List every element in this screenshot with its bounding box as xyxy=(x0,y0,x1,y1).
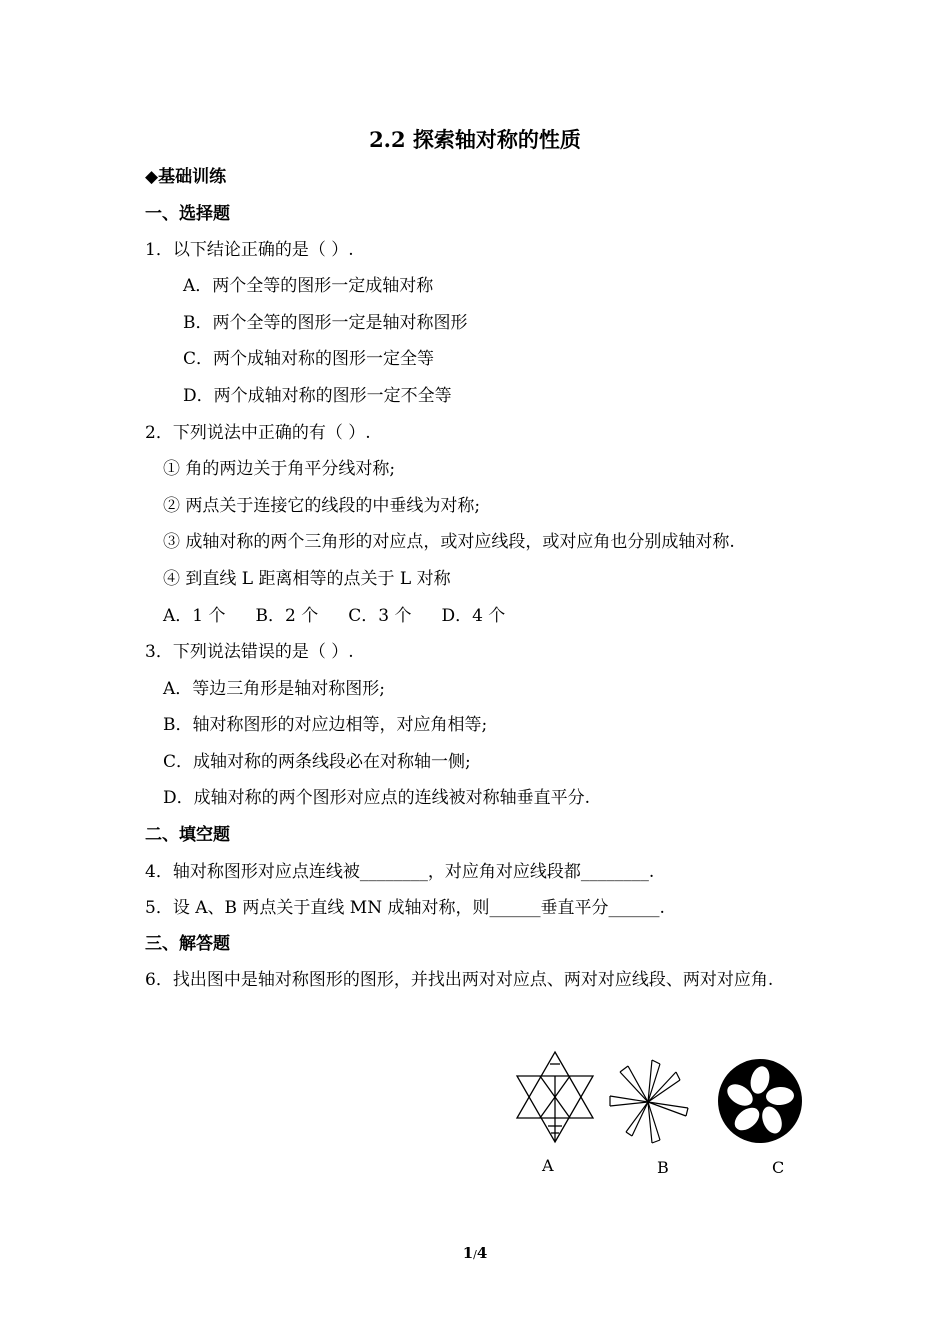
question-1-option-d: D．两个成轴对称的图形一定不全等 xyxy=(183,386,452,406)
figure-c-bauhinia xyxy=(718,1059,802,1143)
page-footer xyxy=(0,1244,950,1262)
section-answer: 三、解答题 xyxy=(145,934,230,954)
section-fill-in: 二、填空题 xyxy=(145,825,230,845)
question-2-option-a: A．1 个 xyxy=(163,606,226,626)
question-3-option-d: D．成轴对称的两个图形对应点的连线被对称轴垂直平分. xyxy=(163,788,591,808)
question-5: 5．设 A、B 两点关于直线 MN 成轴对称，则______垂直平分______. xyxy=(145,898,665,918)
question-2-item-1: ① 角的两边关于角平分线对称; xyxy=(163,459,396,479)
question-1-option-c: C．两个成轴对称的图形一定全等 xyxy=(183,349,435,369)
question-2-item-2: ② 两点关于连接它的线段的中垂线为对称; xyxy=(163,496,481,516)
page-total: 4 xyxy=(476,1244,488,1262)
question-3-option-a: A．等边三角形是轴对称图形; xyxy=(163,679,386,699)
question-2-options-row xyxy=(163,604,505,628)
page-separator: / xyxy=(473,1248,477,1261)
question-2-option-b: B．2 个 xyxy=(255,606,319,626)
question-2-item-4: ④ 到直线 L 距离相等的点关于 L 对称 xyxy=(163,569,451,589)
figures-group xyxy=(510,1046,810,1186)
question-3-option-b: B．轴对称图形的对应边相等，对应角相等; xyxy=(163,715,488,735)
section-basic-training: ◆基础训练 xyxy=(145,167,227,187)
question-2-option-c: C．3 个 xyxy=(348,606,412,626)
question-2-item-3: ③ 成轴对称的两个三角形的对应点，或对应线段，或对应角也分别成轴对称. xyxy=(163,532,735,552)
section-multiple-choice: 一、选择题 xyxy=(145,204,230,224)
question-2-stem: 2．下列说法中正确的有（ ）. xyxy=(145,423,371,443)
page-title: 2.2 探索轴对称的性质 xyxy=(369,127,581,152)
figure-a-label: A xyxy=(542,1156,554,1175)
question-1-option-a: A．两个全等的图形一定成轴对称 xyxy=(183,276,434,296)
question-3-stem: 3．下列说法错误的是（ ）. xyxy=(145,642,354,662)
page-number: 1 xyxy=(462,1244,474,1262)
question-4: 4．轴对称图形对应点连线被________，对应角对应线段都________. xyxy=(145,862,655,882)
question-6: 6．找出图中是轴对称图形的图形，并找出两对对应点、两对对应线段、两对对应角. xyxy=(145,970,774,990)
question-3-option-c: C．成轴对称的两条线段必在对称轴一侧; xyxy=(163,752,471,772)
question-2-option-d: D．4 个 xyxy=(441,606,506,626)
figure-b-label: B xyxy=(657,1158,669,1177)
figure-c-label: C xyxy=(772,1158,785,1177)
question-1-option-b: B．两个全等的图形一定是轴对称图形 xyxy=(183,313,468,333)
question-1-stem: 1．以下结论正确的是（ ）. xyxy=(145,240,354,260)
figure-b-pinwheel xyxy=(610,1060,688,1143)
